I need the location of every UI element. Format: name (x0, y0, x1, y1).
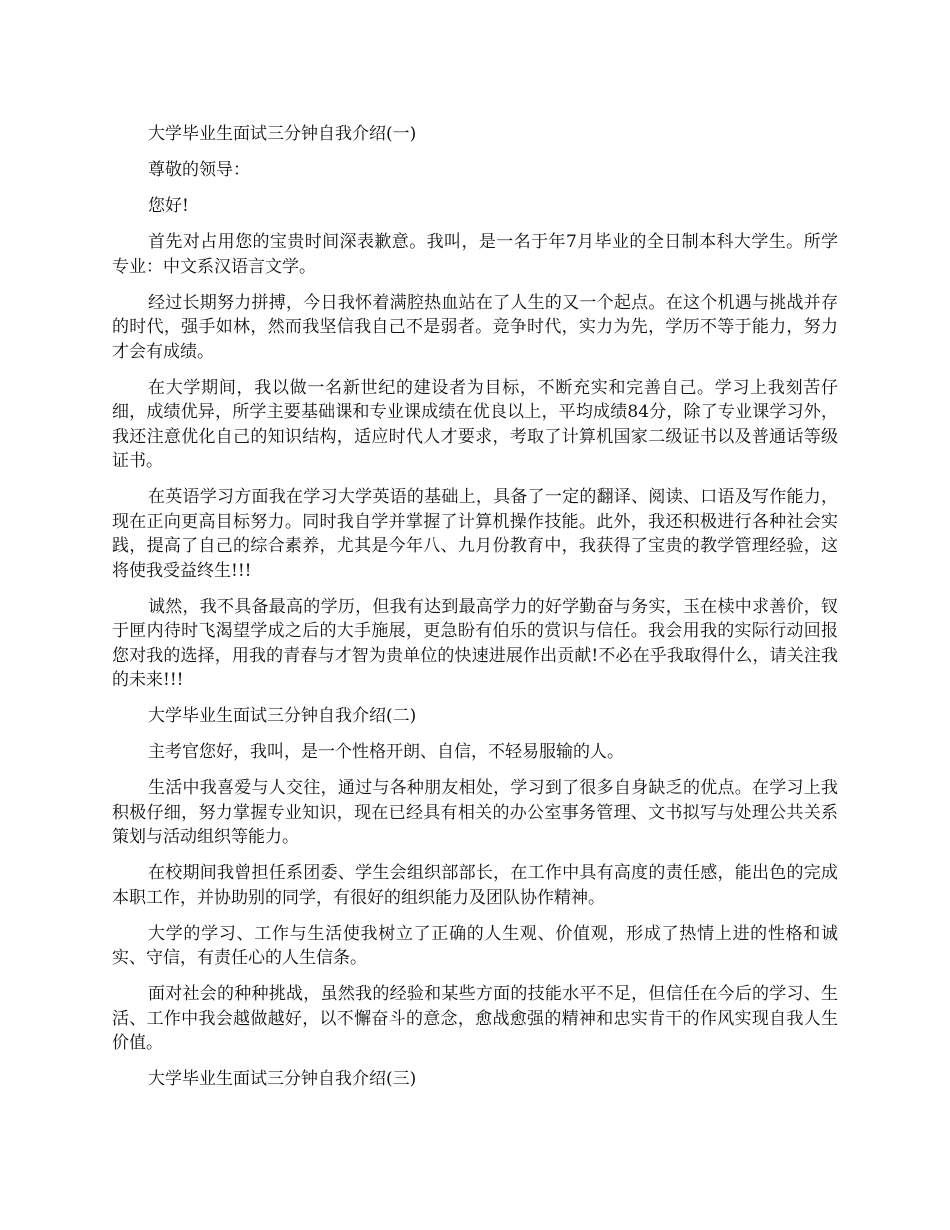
greeting: 您好! (148, 196, 189, 216)
body-paragraph: 首先对占用您的宝贵时间深表歉意。我叫，是一名于年7月毕业的全日制本科大学生。所学专业：中文系汉语言文学。 (112, 232, 838, 277)
section-heading-1: 大学毕业生面试三分钟自我介绍(一) (148, 124, 417, 144)
salutation: 尊敬的领导： (148, 160, 250, 180)
section-heading-3: 大学毕业生面试三分钟自我介绍(三) (148, 1069, 417, 1089)
body-paragraph: 主考官您好，我叫，是一个性格开朗、自信，不轻易服输的人。 (148, 742, 624, 762)
body-paragraph: 诚然，我不具备最高的学历，但我有达到最高学力的好学勤奋与务实，玉在椟中求善价，钗于匣内待时飞渴望学成之后的大手施展，更急盼有伯乐的赏识与信任。我会用我的实际行动回报您对我的选择，用我的青春与才智为贵单位的快速进展作出贡献!不必在乎我取得什么，请关注我的未来!!! (112, 596, 838, 690)
body-paragraph: 面对社会的种种挑战，虽然我的经验和某些方面的技能水平不足，但信任在今后的学习、生活、工作中我会越做越好，以不懈奋斗的意念，愈战愈强的精神和忠实肯干的作风实现自我人生价值。 (112, 984, 838, 1053)
body-paragraph: 在校期间我曾担任系团委、学生会组织部部长，在工作中具有高度的责任感，能出色的完成本职工作，并协助别的同学，有很好的组织能力及团队协作精神。 (112, 863, 838, 908)
body-paragraph: 在大学期间，我以做一名新世纪的建设者为目标，不断充实和完善自己。学习上我刻苦仔细，成绩优异，所学主要基础课和专业课成绩在优良以上，平均成绩84分，除了专业课学习外，我还注意优化自己的知识结构，适应时代人才要求，考取了计算机国家二级证书以及普通话等级证书。 (112, 377, 838, 471)
document-body (112, 122, 838, 1103)
body-paragraph: 生活中我喜爱与人交往，通过与各种朋友相处，学习到了很多自身缺乏的优点。在学习上我积极仔细，努力掌握专业知识，现在已经具有相关的办公室事务管理、文书拟写与处理公共关系策划与活动组织等能力。 (112, 778, 838, 847)
body-paragraph: 大学的学习、工作与生活使我树立了正确的人生观、价值观，形成了热情上进的性格和诚实、守信，有责任心的人生信条。 (112, 923, 838, 968)
body-paragraph: 经过长期努力拼搏，今日我怀着满腔热血站在了人生的又一个起点。在这个机遇与挑战并存的时代，强手如林，然而我坚信我自己不是弱者。竞争时代，实力为先，学历不等于能力，努力才会有成绩。 (112, 292, 838, 362)
body-paragraph: 在英语学习方面我在学习大学英语的基础上，具备了一定的翻译、阅读、口语及写作能力，现在正向更高目标努力。同时我自学并掌握了计算机操作技能。此外，我还积极进行各种社会实践，提高了自己的综合素养，尤其是今年八、九月份教育中，我获得了宝贵的教学管理经验，这将使我受益终生!!! (112, 487, 838, 581)
section-heading-2: 大学毕业生面试三分钟自我介绍(二) (148, 706, 417, 726)
